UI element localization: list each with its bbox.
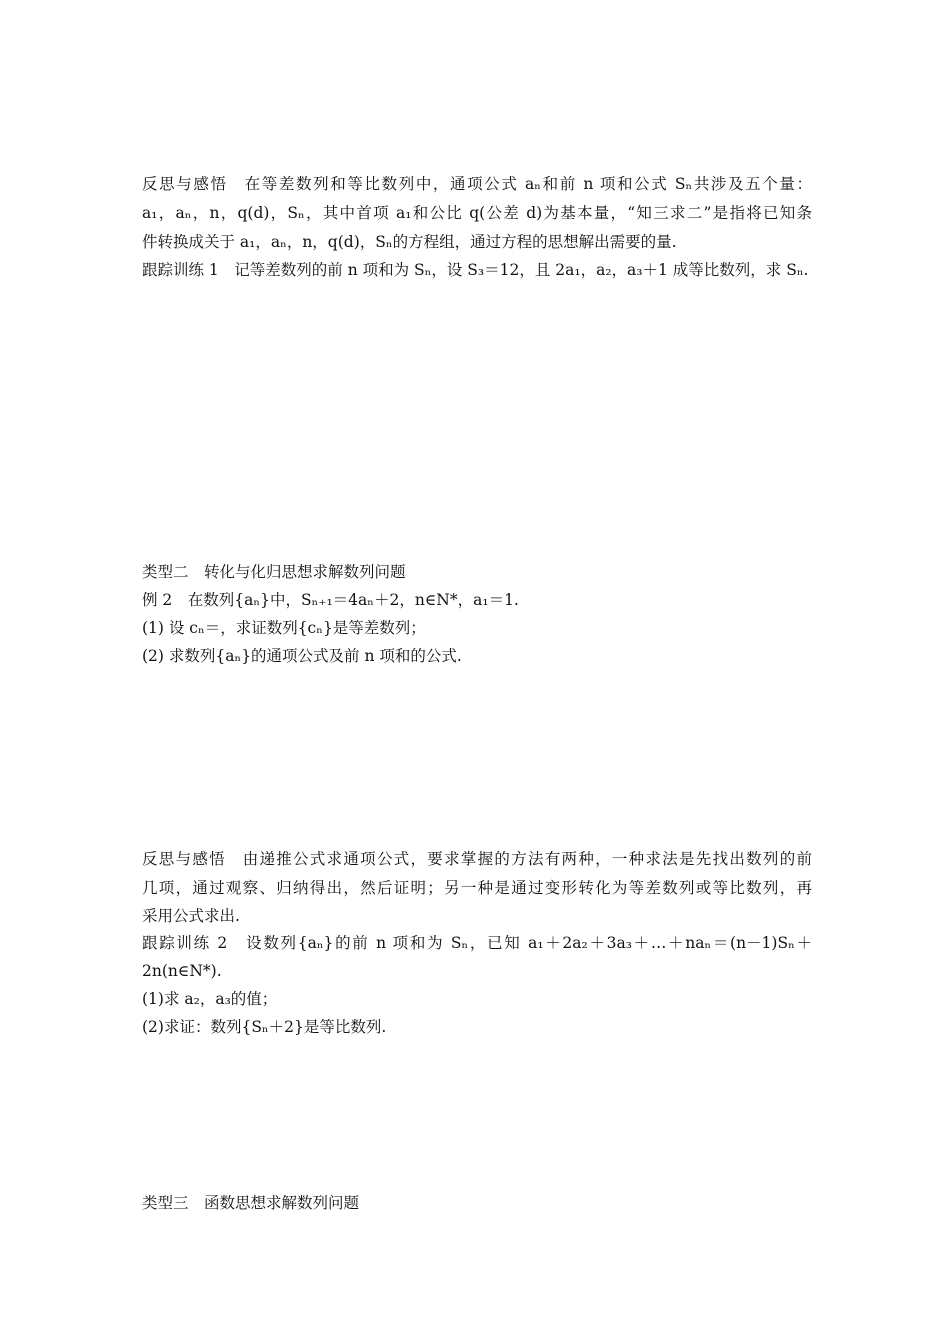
section-2-heading: 类型二 转化与化归思想求解数列问题: [142, 563, 406, 581]
reflection-1-line-3: 件转换成关于 a₁，aₙ，n，q(d)，Sₙ的方程组，通过方程的思想解出需要的量.: [142, 233, 677, 251]
example-2-question-2: (2) 求数列{aₙ}的通项公式及前 n 项和的公式.: [142, 647, 462, 665]
reflection-1-line-2: a₁，aₙ，n，q(d)，Sₙ，其中首项 a₁和公比 q(公差 d)为基本量，“知三求二”是指将已知条: [142, 204, 812, 222]
reflection-2-line-1: 反思与感悟 由递推公式求通项公式，要求掌握的方法有两种，一种求法是先找出数列的前: [142, 850, 812, 868]
section-3-heading: 类型三 函数思想求解数列问题: [142, 1194, 360, 1212]
training-2-question-1: (1)求 a₂，a₃的值；: [142, 990, 278, 1008]
example-2-question-1: (1) 设 cₙ＝，求证数列{cₙ}是等差数列；: [142, 619, 426, 637]
training-2-line-2: 2n(n∈N*).: [142, 962, 222, 980]
training-2-line-1: 跟踪训练 2 设数列{aₙ}的前 n 项和为 Sₙ，已知 a₁＋2a₂＋3a₃＋…＋naₙ＝(n－1)Sₙ＋: [142, 934, 812, 952]
example-2: 例 2 在数列{aₙ}中，Sₙ₊₁＝4aₙ＋2，n∈N*，a₁＝1.: [142, 591, 519, 609]
reflection-2-line-2: 几项，通过观察、归纳得出，然后证明；另一种是通过变形转化为等差数列或等比数列，再: [142, 879, 812, 897]
training-2-question-2: (2)求证：数列{Sₙ＋2}是等比数列.: [142, 1018, 387, 1036]
reflection-1-line-1: 反思与感悟 在等差数列和等比数列中，通项公式 aₙ和前 n 项和公式 Sₙ共涉及五个量：: [142, 175, 812, 193]
reflection-2-line-3: 采用公式求出.: [142, 907, 240, 925]
training-1: 跟踪训练 1 记等差数列的前 n 项和为 Sₙ，设 S₃＝12，且 2a₁，a₂，a₃＋1 成等比数列，求 Sₙ.: [142, 261, 809, 279]
